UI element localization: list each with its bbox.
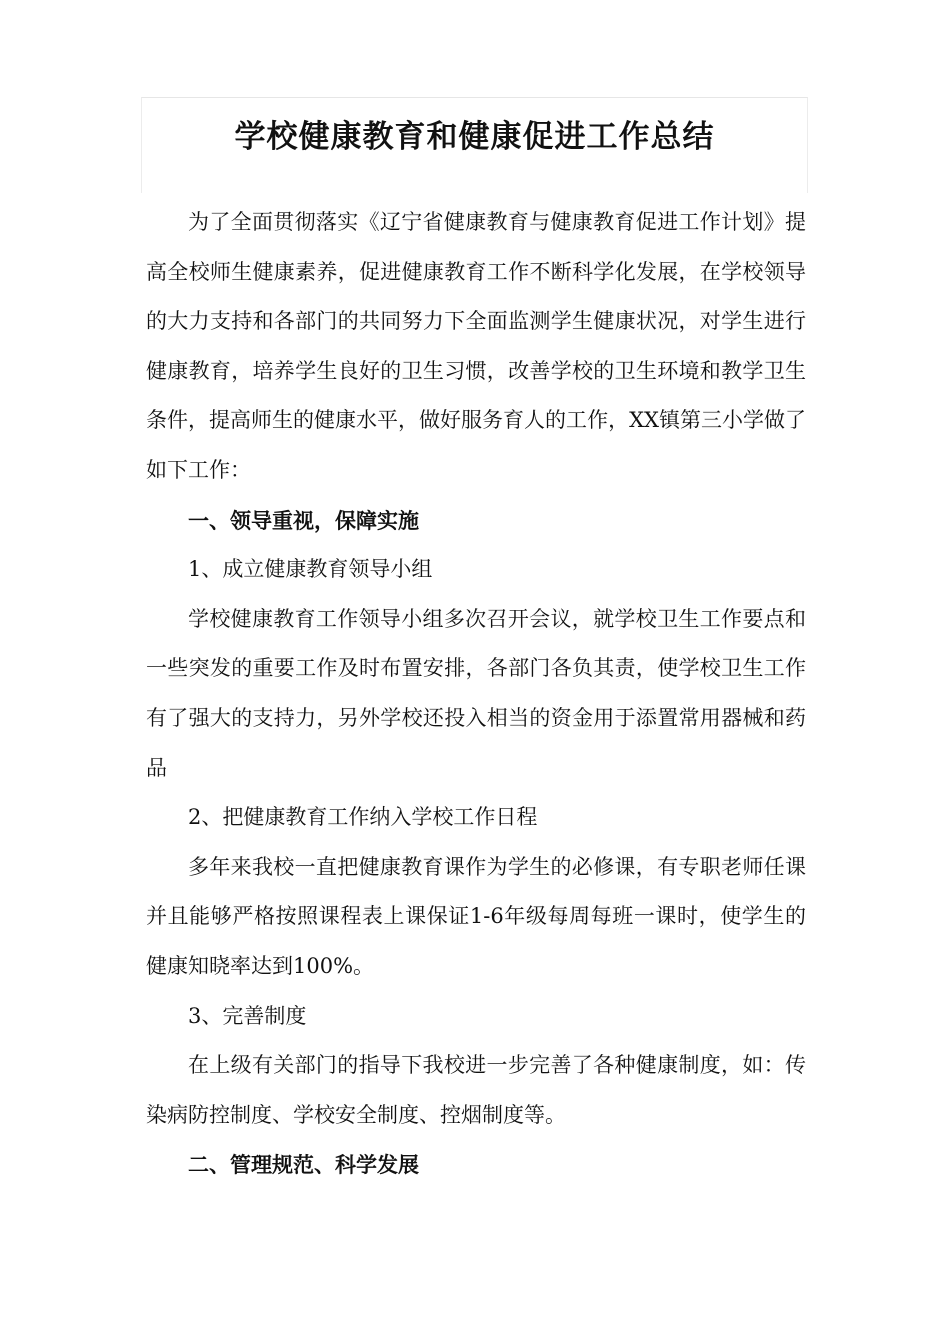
paragraph-2: 多年来我校一直把健康教育课作为学生的必修课，有专职老师任课并且能够严格按照课程表上课保证1-6年级每周每班一课时，使学生的健康知晓率达到100%。: [146, 854, 806, 978]
intro-paragraph: 为了全面贯彻落实《辽宁省健康教育与健康教育促进工作计划》提高全校师生健康素养，促进健康教育工作不断科学化发展，在学校领导的大力支持和各部门的共同努力下全面监测学生健康状况，对学生进行健康教育，培养学生良好的卫生习惯，改善学校的卫生环境和教学卫生条件，提高师生的健康水平，做好服务育人的工作，XX镇第三小学做了如下工作：: [146, 210, 806, 482]
section-heading-2: 二、管理规范、科学发展: [188, 1152, 419, 1178]
section-heading-1: 一、领导重视，保障实施: [188, 507, 419, 533]
subheading-2: 2、把健康教育工作纳入学校工作日程: [188, 805, 538, 830]
paragraph-3: 在上级有关部门的指导下我校进一步完善了各种健康制度，如：传染病防控制度、学校安全制度、控烟制度等。: [146, 1053, 806, 1127]
title-box: [141, 97, 808, 193]
paragraph-1: 学校健康教育工作领导小组多次召开会议，就学校卫生工作要点和一些突发的重要工作及时布置安排，各部门各负其责，使学校卫生工作有了强大的支持力，另外学校还投入相当的资金用于添置常用器械和药品: [146, 606, 806, 780]
subheading-3: 3、完善制度: [188, 1003, 307, 1028]
document-title: 学校健康教育和健康促进工作总结: [234, 119, 715, 155]
subheading-1: 1、成立健康教育领导小组: [188, 557, 433, 582]
document-body: [146, 198, 806, 1190]
